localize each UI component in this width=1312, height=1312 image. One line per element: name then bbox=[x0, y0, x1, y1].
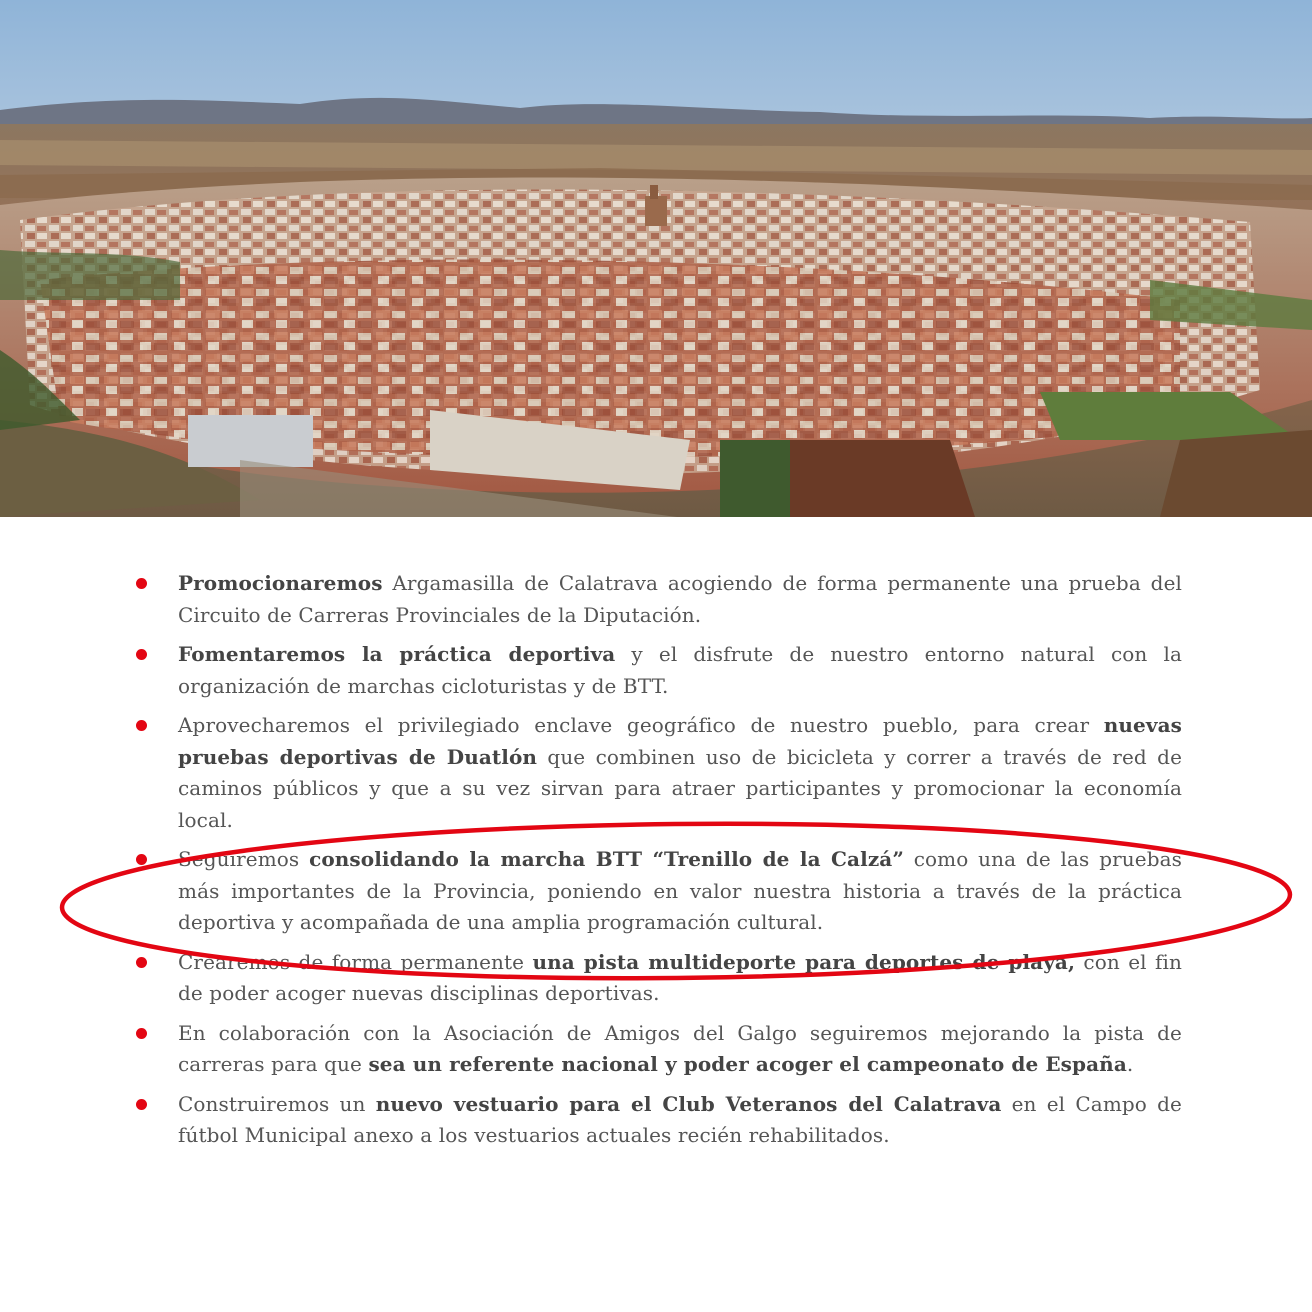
bullet-dot-icon bbox=[136, 649, 147, 660]
bullet-dot-icon bbox=[136, 1099, 147, 1110]
bold-phrase: nuevo vestuario para el Club Veteranos del Calatrava bbox=[375, 1091, 1002, 1116]
bullet-dot-icon bbox=[136, 854, 147, 865]
text-run: y el disfrute de nuestro entorno natural con la organización de marchas cicloturistas y de BTT. bbox=[178, 642, 1182, 698]
text-run: Construiremos un bbox=[178, 1091, 376, 1116]
bold-phrase: consolidando la marcha BTT “Trenillo de la Calzá” bbox=[309, 847, 904, 871]
aerial-town-photo bbox=[0, 0, 1312, 517]
sports-proposals-list bbox=[0, 568, 1312, 1160]
text-run: con el fin de poder acoger nuevas disciplinas deportivas. bbox=[178, 949, 1182, 1005]
list-item bbox=[0, 844, 1312, 939]
text-run: Seguiremos bbox=[178, 847, 310, 871]
text-run: Aprovecharemos el privilegiado enclave geográfico de nuestro pueblo, para crear bbox=[178, 713, 1104, 737]
text-run: que combinen uso de bicicleta y correr a través de red de caminos públicos y que a su vez sirvan para atraer participantes y promocionar la economía local. bbox=[178, 744, 1183, 832]
bullet-dot-icon bbox=[136, 720, 147, 731]
text-run: como una de las pruebas más importantes de la Provincia, poniendo en valor nuestra historia a través de la práctica deportiva y acompañada de una amplia programación cultural. bbox=[178, 847, 1182, 934]
list-item bbox=[0, 710, 1312, 836]
text-run: Argamasilla de Calatrava acogiendo de forma permanente una prueba del Circuito de Carreras Provinciales de la Diputación. bbox=[178, 571, 1182, 627]
text-run: en el Campo de fútbol Municipal anexo a los vestuarios actuales recién rehabilitados. bbox=[178, 1091, 1182, 1147]
list-item bbox=[0, 568, 1312, 631]
aerial-town-illustration bbox=[0, 0, 1312, 517]
text-run: Crearemos de forma permanente bbox=[178, 949, 533, 974]
bold-phrase: Fomentaremos la práctica deportiva bbox=[178, 642, 616, 666]
bullet-dot-icon bbox=[136, 957, 147, 968]
bold-phrase: nuevas pruebas deportivas de Duatlón bbox=[178, 713, 1182, 769]
list-item bbox=[0, 639, 1312, 702]
text-run: En colaboración con la Asociación de Amigos del Galgo seguiremos mejorando la pista de carreras para que bbox=[178, 1020, 1182, 1076]
bullet-dot-icon bbox=[136, 1028, 147, 1039]
bullet-dot-icon bbox=[136, 578, 147, 589]
list-item bbox=[0, 1018, 1312, 1081]
bold-phrase: sea un referente nacional y poder acoger el campeonato de España bbox=[368, 1052, 1127, 1076]
list-item bbox=[0, 947, 1312, 1010]
bold-phrase: Promocionaremos bbox=[178, 571, 383, 595]
list-item bbox=[0, 1089, 1312, 1152]
bold-phrase: una pista multideporte para deportes de playa, bbox=[532, 949, 1076, 974]
text-run: . bbox=[1126, 1052, 1134, 1076]
